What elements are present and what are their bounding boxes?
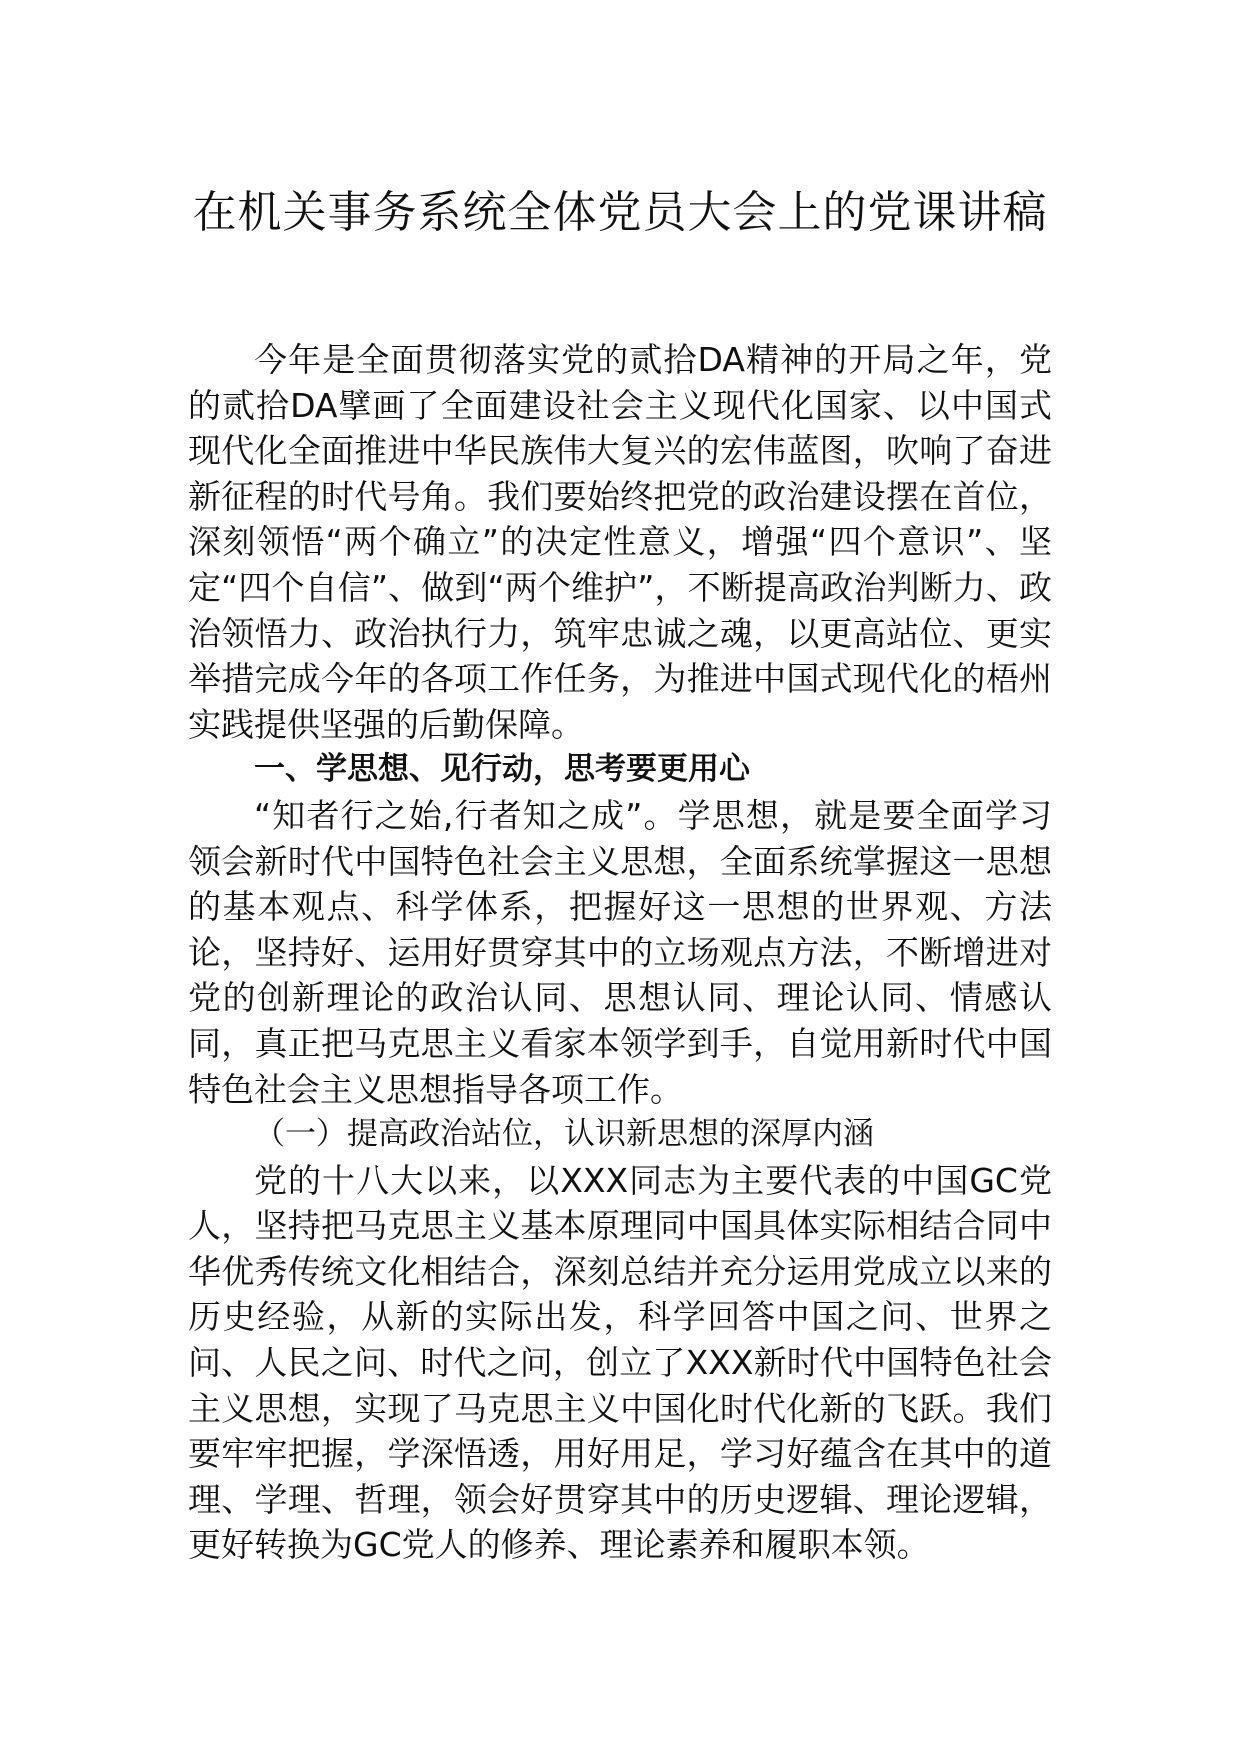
document-body	[188, 337, 1052, 1568]
intro-paragraph: 今年是全面贯彻落实党的贰拾DA精神的开局之年，党的贰拾DA擘画了全面建设社会主义现代化国家、以中国式现代化全面推进中华民族伟大复兴的宏伟蓝图，吹响了奋进新征程的时代号角。我们要始终把党的政治建设摆在首位，深刻领悟“两个确立”的决定性意义，增强“四个意识”、坚定“四个自信”、做到“两个维护”，不断提高政治判断力、政治领悟力、政治执行力，筑牢忠诚之魂，以更高站位、更实举措完成今年的各项工作任务，为推进中国式现代化的梧州实践提供坚强的后勤保障。	[188, 340, 1052, 744]
section-heading-1: 一、学思想、见行动，思考要更用心	[254, 751, 750, 788]
document-title: 在机关事务系统全体党员大会上的党课讲稿	[192, 187, 1048, 238]
subsection-heading-1: （一）提高政治站位，认识新思想的深厚内涵	[254, 1116, 874, 1153]
section-1-paragraph: “知者行之始,行者知之成”。学思想，就是要全面学习领会新时代中国特色社会主义思想，全面系统掌握这一思想的基本观点、科学体系，把握好这一思想的世界观、方法论，坚持好、运用好贯穿其中的立场观点方法，不断增进对党的创新理论的政治认同、思想认同、理论认同、情感认同，真正把马克思主义看家本领学到手，自觉用新时代中国特色社会主义思想指导各项工作。	[188, 795, 1052, 1109]
subsection-1-paragraph: 党的十八大以来，以XXX同志为主要代表的中国GC党人，坚持把马克思主义基本原理同中国具体实际相结合同中华优秀传统文化相结合，深刻总结并充分运用党成立以来的历史经验，从新的实际出发，科学回答中国之问、世界之问、人民之问、时代之问，创立了XXX新时代中国特色社会主义思想，实现了马克思主义中国化时代化新的飞跃。我们要牢牢把握，学深悟透，用好用足，学习好蕴含在其中的道理、学理、哲理，领会好贯穿其中的历史逻辑、理论逻辑，更好转换为GC党人的修养、理论素养和履职本领。	[188, 1160, 1052, 1565]
